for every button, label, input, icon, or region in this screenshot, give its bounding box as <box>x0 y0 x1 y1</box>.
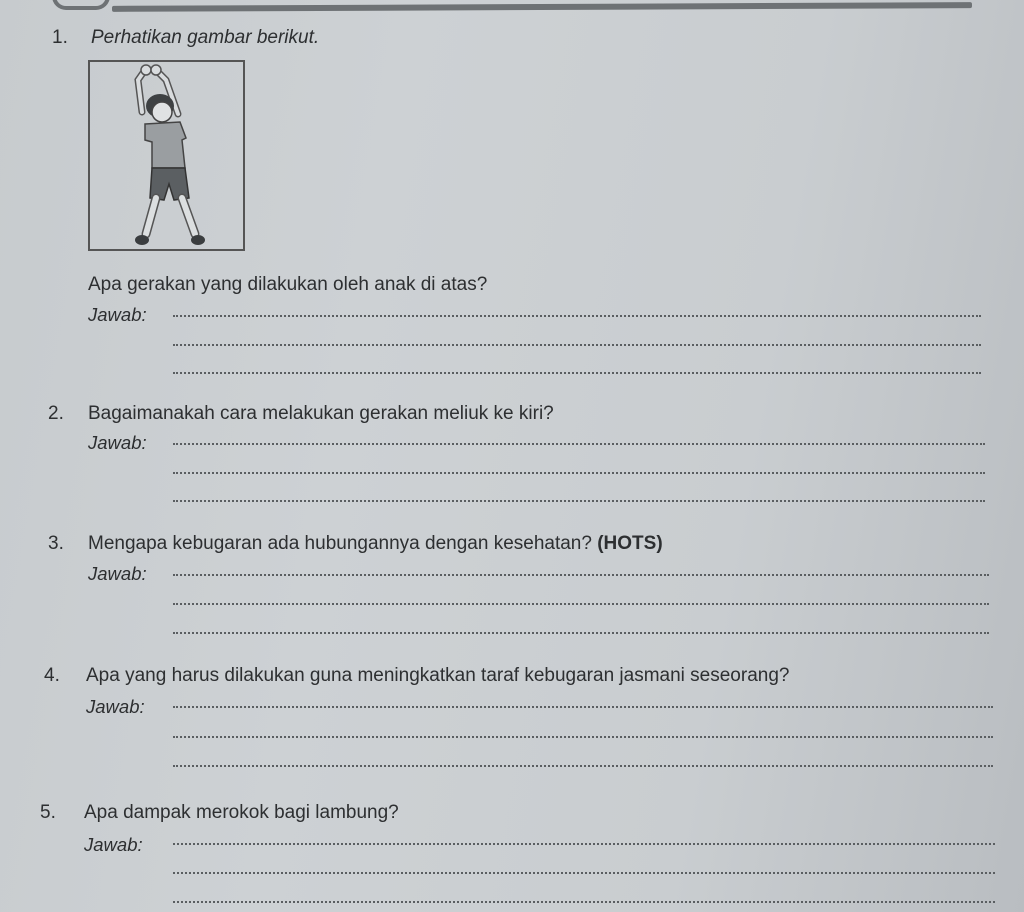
question-4-answer-label: Jawab: <box>86 696 145 717</box>
question-2-text: Bagaimanakah cara melakukan gerakan meliuk ke kiri? <box>88 403 554 424</box>
header-tab-decoration <box>52 0 110 10</box>
question-1-text: Apa gerakan yang dilakukan oleh anak di atas? <box>88 274 488 295</box>
question-4-answer-line-3[interactable] <box>173 765 993 767</box>
question-5-answer-label: Jawab: <box>84 834 143 855</box>
question-2-answer-label: Jawab: <box>88 432 147 453</box>
question-5-answer-line-3[interactable] <box>173 901 995 903</box>
header-rule <box>112 2 972 12</box>
question-1-instruction: Perhatikan gambar berikut. <box>91 27 320 48</box>
question-2-number: 2. <box>48 403 64 424</box>
question-2-answer-line-3[interactable] <box>173 500 985 502</box>
question-3-text: Mengapa kebugaran ada hubungannya dengan kesehatan? <box>88 533 592 554</box>
question-3-answer-line-1[interactable] <box>173 574 989 576</box>
question-1-answer-line-1[interactable] <box>173 315 981 317</box>
question-4-answer-line-1[interactable] <box>173 706 993 708</box>
question-3-answer-line-3[interactable] <box>173 632 989 634</box>
question-5-text: Apa dampak merokok bagi lambung? <box>84 802 399 823</box>
question-5-number: 5. <box>40 802 56 823</box>
boy-stretching-icon <box>90 62 243 249</box>
question-3-number: 3. <box>48 533 64 554</box>
question-4-number: 4. <box>44 665 60 686</box>
question-1-answer-line-2[interactable] <box>173 344 981 346</box>
exercise-illustration <box>88 60 245 251</box>
question-2-answer-line-2[interactable] <box>173 472 985 474</box>
question-5-answer-line-2[interactable] <box>173 872 995 874</box>
question-1-answer-line-3[interactable] <box>173 372 981 374</box>
hots-tag: (HOTS) <box>597 533 663 554</box>
question-2-answer-line-1[interactable] <box>173 443 985 445</box>
question-3-answer-label: Jawab: <box>88 563 147 584</box>
question-4-text: Apa yang harus dilakukan guna meningkatkan taraf kebugaran jasmani seseorang? <box>86 665 790 686</box>
question-3-text-wrapper <box>88 533 663 555</box>
question-1-answer-label: Jawab: <box>88 304 147 325</box>
question-1-number: 1. <box>52 27 68 48</box>
question-4-answer-line-2[interactable] <box>173 736 993 738</box>
question-5-answer-line-1[interactable] <box>173 843 995 845</box>
question-3-answer-line-2[interactable] <box>173 603 989 605</box>
